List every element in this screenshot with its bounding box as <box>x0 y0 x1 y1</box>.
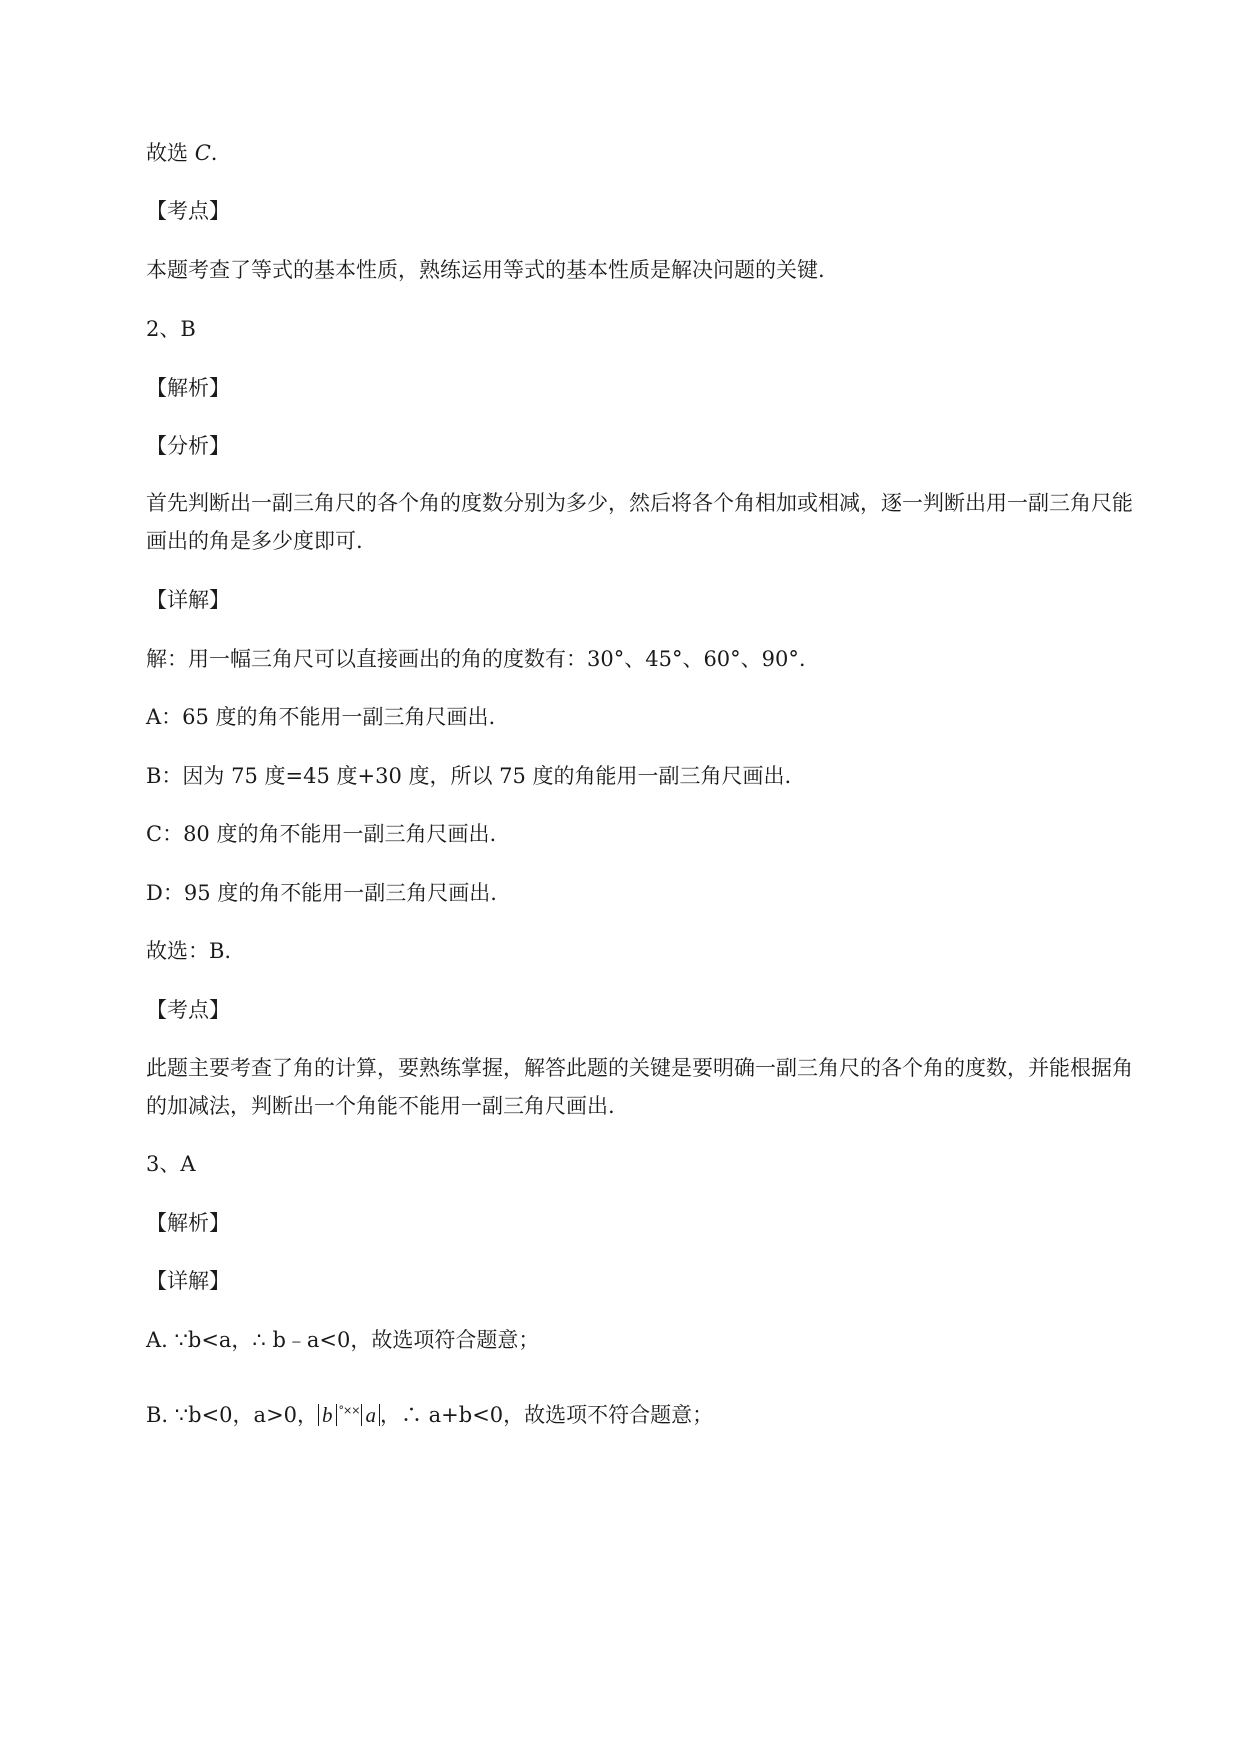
conclusion-line-q1 <box>146 137 1146 169</box>
conclusion-suffix: . <box>210 141 218 165</box>
option-a-q2: A：65 度的角不能用一副三角尺画出. <box>146 705 496 729</box>
fenxi-text-q2: 首先判断出一副三角尺的各个角的度数分别为多少，然后将各个角相加或相减，逐一判断出用一副三角尺能画出的角是多少度即可. <box>146 491 1133 553</box>
fenxi-heading-q2: 【分析】 <box>146 434 230 458</box>
comparison-glyph: °×× <box>338 1404 360 1417</box>
question-number-2: 2、B <box>146 317 196 341</box>
question-number-3: 3、A <box>146 1152 196 1176</box>
kaodian-heading-q2: 【考点】 <box>146 998 230 1022</box>
kaodian-text-q2: 此题主要考查了角的计算，要熟练掌握，解答此题的关键是要明确一副三角尺的各个角的度数，并能根据角的加减法，判断出一个角能不能用一副三角尺画出. <box>146 1056 1133 1118</box>
abs-a: a <box>361 1404 380 1426</box>
option-b-prefix: B. ∵b<0，a>0， <box>146 1403 319 1427</box>
option-b-q3 <box>146 1395 1146 1431</box>
xiangjie-heading-q2: 【详解】 <box>146 588 230 612</box>
kaodian-text-q1: 本题考查了等式的基本性质，熟练运用等式的基本性质是解决问题的关键. <box>146 258 825 282</box>
solution-intro-q2: 解：用一幅三角尺可以直接画出的角的度数有：30°、45°、60°、90°. <box>146 647 806 671</box>
option-b-q2: B：因为 75 度=45 度+30 度，所以 75 度的角能用一副三角尺画出. <box>146 764 792 788</box>
option-d-q2: D：95 度的角不能用一副三角尺画出. <box>146 881 497 905</box>
conclusion-letter: C <box>194 141 211 165</box>
jiexi-heading-q3: 【解析】 <box>146 1211 230 1235</box>
jiexi-heading-q2: 【解析】 <box>146 376 230 400</box>
kaodian-heading-q1: 【考点】 <box>146 199 230 223</box>
option-b-suffix: ，∴ a+b<0，故选项不符合题意； <box>379 1403 714 1427</box>
option-c-q2: C：80 度的角不能用一副三角尺画出. <box>146 822 497 846</box>
conclusion-prefix: 故选 <box>146 141 195 165</box>
option-a-q3: A. ∵b<a，∴ b﹣a<0，故选项符合题意； <box>146 1328 540 1352</box>
abs-b: b <box>318 1404 337 1426</box>
conclusion-q2: 故选：B. <box>146 939 232 963</box>
xiangjie-heading-q3: 【详解】 <box>146 1269 230 1293</box>
